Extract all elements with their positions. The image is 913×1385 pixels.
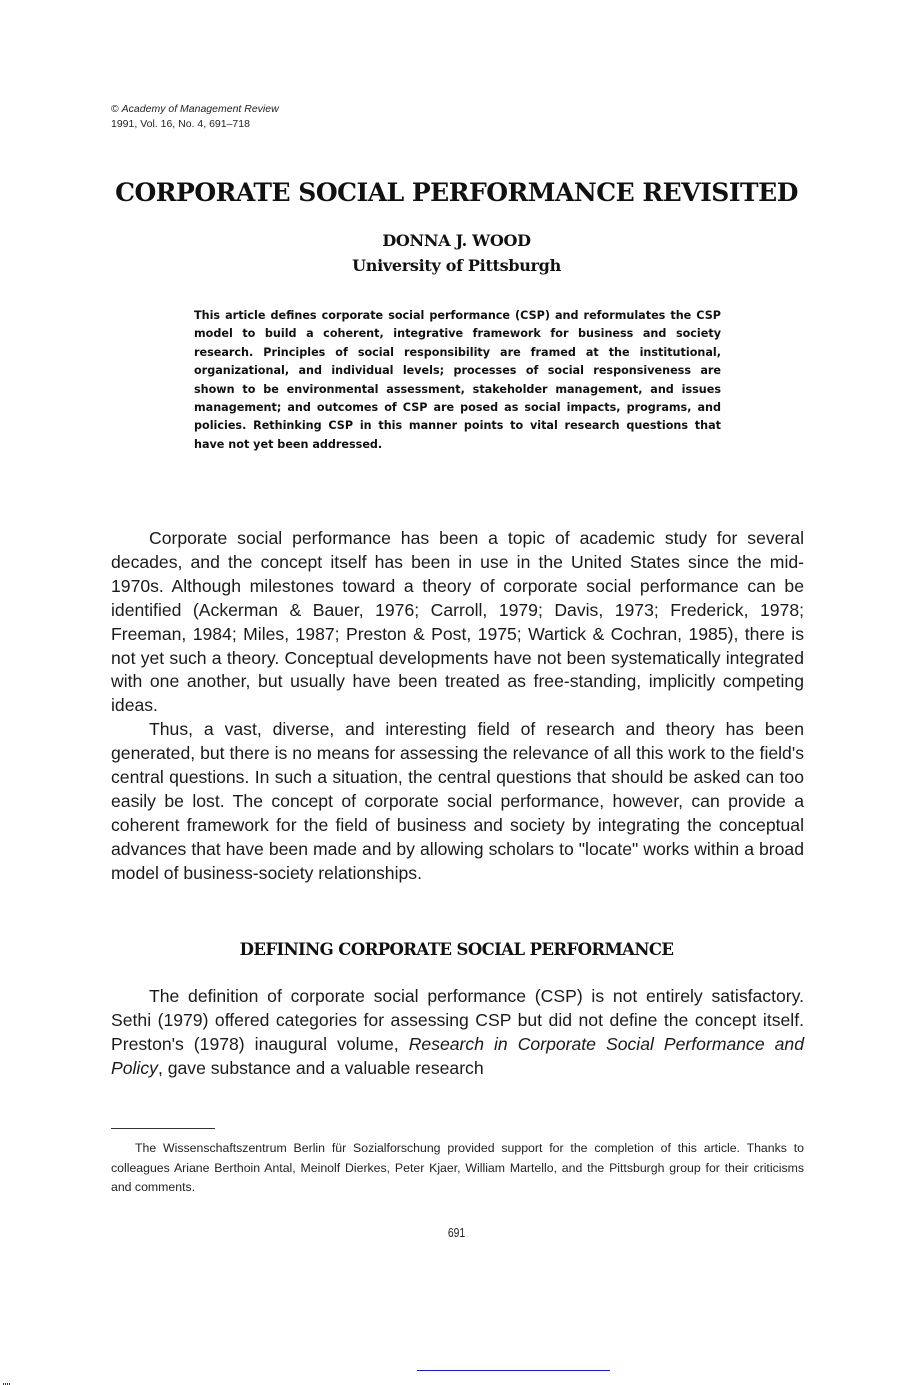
author-name: DONNA J. WOOD bbox=[382, 231, 531, 250]
footnote-divider bbox=[111, 1128, 215, 1129]
introduction-text bbox=[111, 527, 804, 886]
body-paragraph-1: Corporate social performance has been a topic of academic study for several decades, and the concept itself has been in use in the United States since the mid-1970s. Although milestones toward a theory of corporate social performance can be identified (Ackerman & Bauer, 1976; Carroll, 1979; Davis, 1973; Frederick, 1978; Freeman, 1984; Miles, 1987; Preston & Post, 1975; Wartick & Cochran, 1985), there is not yet such a theory. Conceptual developments have not been systematically integrated with one another, but usually have been treated as free-standing, implicitly competing ideas. bbox=[111, 528, 804, 716]
author-affiliation: University of Pittsburgh bbox=[352, 256, 561, 275]
body-paragraph-3 bbox=[111, 985, 804, 1081]
journal-citation: 1991, Vol. 16, No. 4, 691–718 bbox=[111, 118, 250, 130]
journal-name-line bbox=[111, 102, 279, 117]
body-paragraph-2: Thus, a vast, diverse, and interesting field of research and theory has been generated, but there is no means for assessing the relevance of all this work to the field's central questions. In such a situation, the central questions that should be asked can too easily be lost. The concept of corporate social performance, however, can provide a coherent framework for the field of business and society by integrating the conceptual advances that have been made and by allowing scholars to "locate" works within a broad model of business-society relationships. bbox=[111, 719, 804, 883]
abstract: This article defines corporate social performance (CSP) and reformulates the CSP model to build a coherent, integrative framework for business and society research. Principles of social responsibility are framed at the institutional, organizational, and individual levels; processes of social responsiveness are shown to be environmental assessment, stakeholder management, and issues management; and outcomes of CSP are posed as social impacts, programs, and policies. Rethinking CSP in this manner points to vital research questions that have not yet been addressed. bbox=[194, 309, 721, 451]
copyright-symbol: © bbox=[111, 103, 119, 115]
page-number: 691 bbox=[447, 1225, 466, 1240]
article-title: CORPORATE SOCIAL PERFORMANCE REVISITED bbox=[115, 178, 798, 207]
footnote bbox=[111, 1139, 804, 1198]
journal-header bbox=[111, 102, 279, 132]
book-title: Research in Corporate Social Performance and Policy bbox=[111, 1033, 804, 1078]
bottom-rule bbox=[417, 1370, 610, 1371]
section-heading: DEFINING CORPORATE SOCIAL PERFORMANCE bbox=[239, 940, 674, 959]
footnote-text: The Wissenschaftszentrum Berlin für Sozialforschung provided support for the completion of this article. Thanks to colleagues Ariane Berthoin Antal, Meinolf Dierkes, Peter Kjaer, William Martello, and the Pittsburgh group for their criticisms and comments. bbox=[111, 1141, 804, 1194]
author-block bbox=[0, 228, 913, 278]
paragraph-text-end: , gave substance and a valuable research bbox=[157, 1057, 484, 1078]
section-text bbox=[111, 985, 804, 1081]
paragraph-text-start: The definition of corporate social performance (CSP) is not entirely satisfactory. Sethi (1979) offered categories for assessing CSP but did not define the concept itself. Preston's (1978) inaugural volume, bbox=[111, 986, 804, 1054]
journal-name: Academy of Management Review bbox=[121, 103, 279, 115]
